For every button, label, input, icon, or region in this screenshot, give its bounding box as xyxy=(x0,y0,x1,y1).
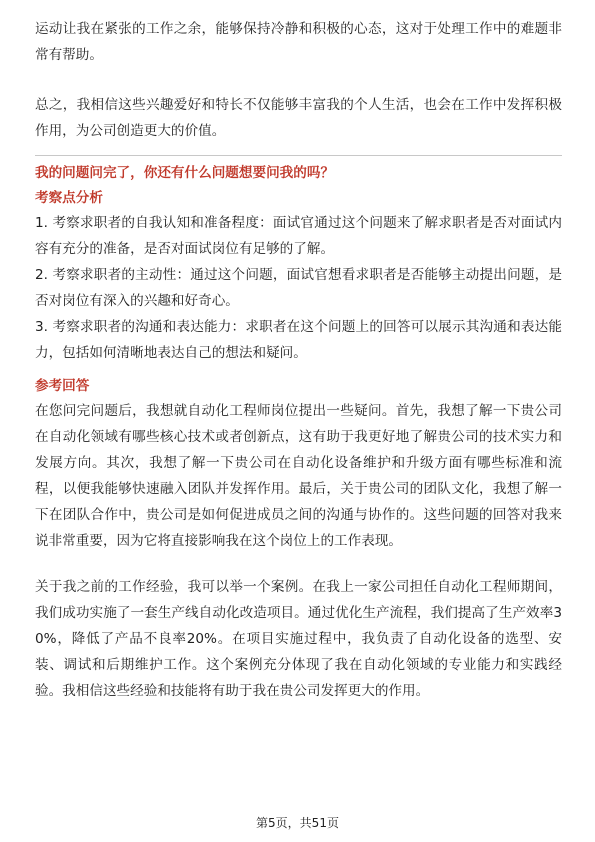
document-page xyxy=(35,16,562,704)
section-divider xyxy=(35,155,562,156)
intro-paragraph: 运动让我在紧张的工作之余，能够保持冷静和积极的心态，这对于处理工作中的难题非常有帮助。 xyxy=(35,21,562,63)
reference-paragraph: 关于我之前的工作经验，我可以举一个案例。在我上一家公司担任自动化工程师期间，我们成功实施了一套生产线自动化改造项目。通过优化生产流程，我们提高了生产效率30%，降低了产品不良率20%。在项目实施过程中，我负责了自动化设备的选型、安装、调试和后期维护工作。这个案例充分体现了我在自动化领域的专业能力和实践经验。我相信这些经验和技能将有助于我在贵公司发挥更大的作用。 xyxy=(35,579,562,699)
intro-paragraph: 总之，我相信这些兴趣爱好和特长不仅能够丰富我的个人生活，也会在工作中发挥积极作用，为公司创造更大的价值。 xyxy=(35,97,562,139)
reference-heading: 参考回答 xyxy=(35,378,90,394)
analysis-heading: 考察点分析 xyxy=(35,190,103,206)
question-title: 我的问题问完了，你还有什么问题想要问我的吗？ xyxy=(35,165,335,181)
analysis-item: 2. 考察求职者的主动性：通过这个问题，面试官想看求职者是否能够主动提出问题，是否对岗位有深入的兴趣和好奇心。 xyxy=(35,267,562,309)
page-number: 第5页，共51页 xyxy=(256,816,339,830)
analysis-item: 3. 考察求职者的沟通和表达能力：求职者在这个问题上的回答可以展示其沟通和表达能力，包括如何清晰地表达自己的想法和疑问。 xyxy=(35,319,562,361)
analysis-item: 1. 考察求职者的自我认知和准备程度：面试官通过这个问题来了解求职者是否对面试内容有充分的准备，是否对面试岗位有足够的了解。 xyxy=(35,215,562,257)
reference-paragraph: 在您问完问题后，我想就自动化工程师岗位提出一些疑问。首先，我想了解一下贵公司在自动化领域有哪些核心技术或者创新点，这有助于我更好地了解贵公司的技术实力和发展方向。其次，我想了解一下贵公司在自动化设备维护和升级方面有哪些标准和流程，以便我能够快速融入团队并发挥作用。最后，关于贵公司的团队文化，我想了解一下在团队合作中，贵公司是如何促进成员之间的沟通与协作的。这些问题的回答对我来说非常重要，因为它将直接影响我在这个岗位上的工作表现。 xyxy=(35,403,562,549)
